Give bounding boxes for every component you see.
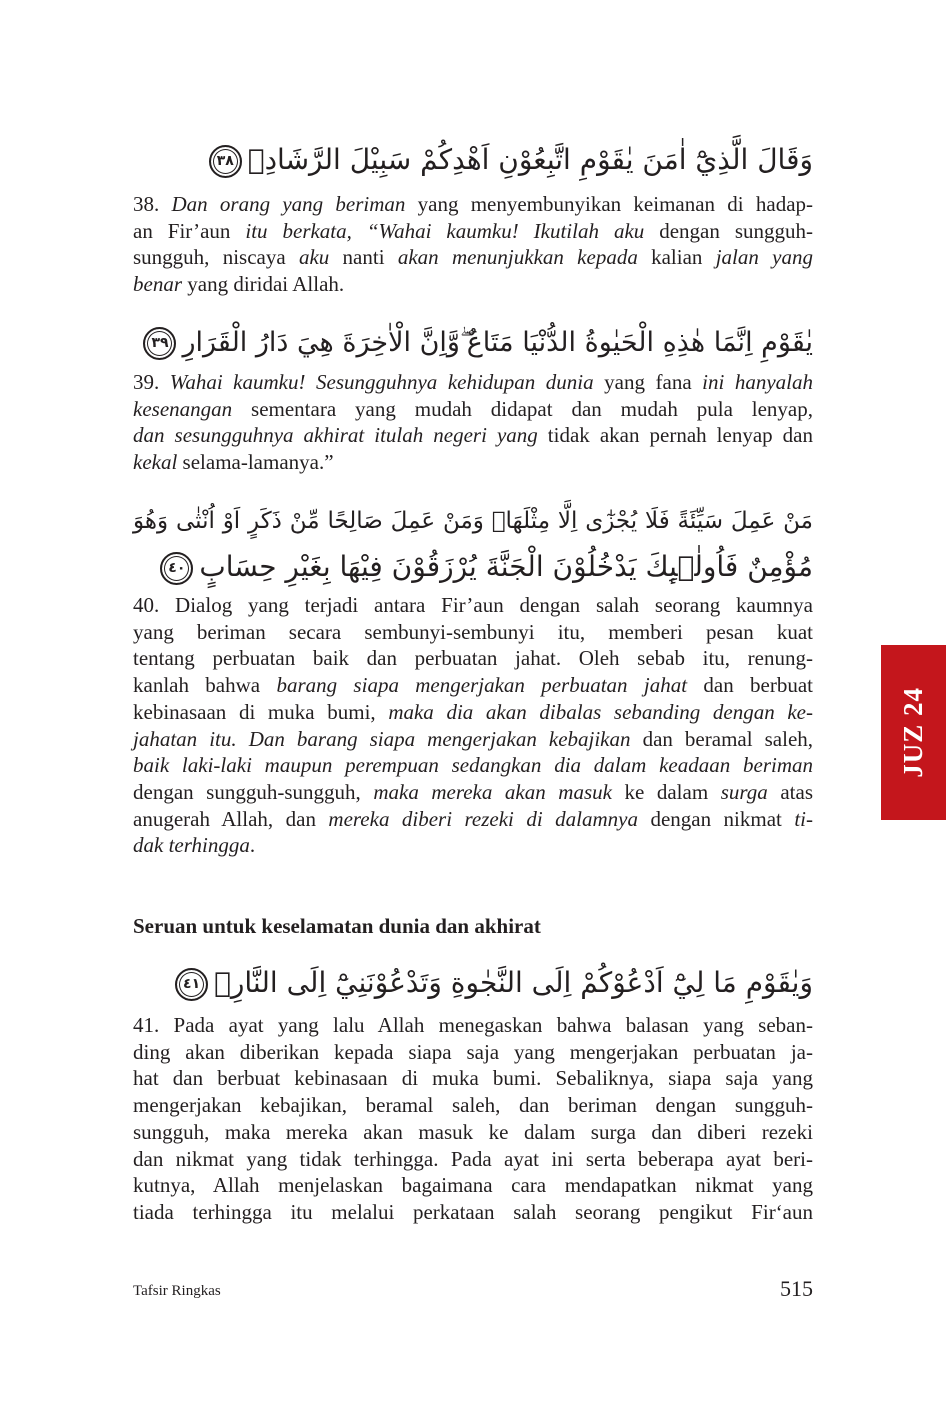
commentary-line	[133, 1119, 813, 1146]
body-text: dan beramal saleh,	[630, 726, 814, 751]
ayah-line	[133, 137, 813, 183]
ayah-40	[133, 498, 813, 590]
body-text: ke dalam	[611, 779, 721, 804]
emphasized-text: Dan orang yang beriman	[171, 192, 406, 216]
body-text: .	[249, 833, 256, 858]
body-text: 41. Pada ayat yang lalu Allah menegaskan bahwa balasan yang seban-	[133, 1013, 813, 1037]
commentary-40	[133, 592, 813, 859]
commentary-line	[133, 449, 813, 476]
body-text: 39.	[133, 370, 170, 394]
page-number: 515	[780, 1276, 813, 1301]
emphasized-text: itu berkata, “Wahai kaumku! Ikutilah aku	[245, 218, 645, 243]
body-text: ding akan diberikan kepada siapa saja yang mengerjakan perbuatan ja-	[133, 1039, 813, 1064]
emphasized-text: akan menunjukkan kepada	[397, 245, 638, 270]
juz-label: JUZ 24	[898, 687, 928, 778]
ayah-line	[133, 544, 813, 590]
commentary-line	[133, 271, 813, 298]
body-text: 38.	[133, 192, 172, 216]
commentary-line	[133, 1065, 813, 1092]
body-text: tentang perbuatan baik dan perbuatan jahat. Oleh sebab itu, renung-	[133, 646, 813, 671]
emphasized-text: jahatan itu. Dan barang siapa mengerjakan kebajikan	[133, 726, 631, 751]
ayah-line	[133, 960, 813, 1006]
ayah-text: وَيٰقَوْمِ مَا لِيْٓ اَدْعُوْكُمْ اِلَى النَّجٰوةِ وَتَدْعُوْنَنِيْٓ اِلَى النَّارِۗ	[214, 966, 813, 999]
body-text: yang beriman secara sembunyi-sembunyi itu, memberi pesan kuat	[133, 619, 813, 644]
emphasized-text: kekal	[133, 450, 178, 475]
ayah-text: يٰقَوْمِ اِنَّمَا هٰذِهِ الْحَيٰوةُ الدُّنْيَا مَتَاعٌ ۖوَّاِنَّ الْاٰخِرَةَ هِيَ دَارُ الْقَرَارِ	[182, 327, 813, 358]
commentary-line	[133, 218, 813, 245]
ayah-text: مُؤْمِنٌ فَاُولٰۤىِٕكَ يَدْخُلُوْنَ الْجَنَّةَ يُرْزَقُوْنَ فِيْهَا بِغَيْرِ حِسَابٍ	[199, 550, 813, 583]
commentary-line	[133, 1199, 813, 1226]
commentary-line	[133, 1146, 813, 1173]
body-text: sementara yang mudah didapat dan mudah pula lenyap,	[232, 396, 813, 421]
emphasized-text: surga	[720, 779, 768, 804]
emphasized-text: maka dia akan dibalas sebanding dengan ke-	[388, 699, 813, 724]
body-text: dan berbuat	[687, 673, 813, 698]
commentary-41	[133, 1012, 813, 1226]
book-title: Tafsir Ringkas	[133, 1283, 221, 1299]
body-text: atas	[767, 779, 813, 804]
body-text: 40. Dialog yang terjadi antara Fir’aun dengan salah seorang kaumnya	[133, 593, 813, 617]
commentary-line	[133, 396, 813, 423]
body-text: selama-lamanya.”	[177, 450, 334, 475]
commentary-line	[133, 832, 813, 859]
body-text: yang diridai Allah.	[182, 272, 345, 297]
body-text: nanti	[329, 245, 398, 270]
ayah-text: وَقَالَ الَّذِيْٓ اٰمَنَ يٰقَوْمِ اتَّبِعُوْنِ اَهْدِكُمْ سَبِيْلَ الرَّشَادِۚ	[247, 143, 813, 176]
body-text: kutnya, Allah menjelaskan bagaimana cara mendapatkan nikmat yang	[133, 1173, 813, 1198]
ayah-end-marker: ٣٨	[209, 145, 242, 178]
commentary-line	[133, 1092, 813, 1119]
body-text: yang fana	[593, 370, 703, 394]
emphasized-text: benar	[133, 272, 182, 297]
ayah-line	[133, 320, 813, 366]
body-text: dan nikmat yang tidak terhingga. Pada ayat ini serta beberapa ayat beri-	[133, 1146, 813, 1171]
commentary-line	[133, 752, 813, 779]
commentary-line	[133, 699, 813, 726]
body-text: tiada terhingga itu melalui perkataan salah seorang pengikut Fir‘aun	[133, 1199, 813, 1224]
emphasized-text: barang siapa mengerjakan perbuatan jahat	[276, 673, 688, 698]
commentary-line	[133, 806, 813, 833]
commentary-line	[133, 422, 813, 449]
emphasized-text: ini hanyalah	[702, 370, 813, 394]
body-text: sungguh, maka mereka akan masuk ke dalam surga dan diberi rezeki	[133, 1119, 813, 1144]
body-text: dengan sungguh-	[644, 218, 813, 243]
commentary-line	[133, 619, 813, 646]
emphasized-text: baik laki-laki maupun perempuan sedangkan dia dalam keadaan beriman	[133, 753, 813, 778]
commentary-line	[133, 191, 813, 218]
emphasized-text: jalan yang	[715, 245, 813, 270]
ayah-38	[133, 137, 813, 183]
body-text: sungguh, niscaya	[133, 245, 299, 270]
emphasized-text: dak terhingga	[133, 833, 250, 858]
ayah-end-marker: ٤١	[175, 968, 208, 1001]
juz-tab	[881, 645, 946, 820]
emphasized-text: ti-	[794, 806, 814, 831]
emphasized-text: dan sesungguhnya akhirat itulah negeri yang	[133, 423, 538, 448]
commentary-line	[133, 244, 813, 271]
ayah-39	[133, 320, 813, 366]
commentary-line	[133, 779, 813, 806]
ayah-end-marker: ٣٩	[143, 327, 176, 360]
body-text: yang menyembunyikan keimanan di hadap-	[405, 192, 814, 216]
section-heading: Seruan untuk keselamatan dunia dan akhirat	[133, 914, 541, 938]
ayah-end-marker: ٤٠	[160, 552, 193, 585]
body-text: mengerjakan kebajikan, beramal saleh, dan beriman dengan sungguh-	[133, 1093, 813, 1118]
ayah-line	[133, 498, 813, 544]
ayah-text: مَنْ عَمِلَ سَيِّئَةً فَلَا يُجْزٰٓى اِلَّا مِثْلَهَاۚ وَمَنْ عَمِلَ صَالِحًا مِّنْ ذَكَرٍ اَوْ اُنْثٰى وَهُوَ	[133, 508, 813, 534]
ayah-41	[133, 960, 813, 1006]
commentary-line	[133, 1172, 813, 1199]
body-text: dengan sungguh-sungguh,	[133, 779, 374, 804]
commentary-38	[133, 191, 813, 298]
commentary-line	[133, 672, 813, 699]
emphasized-text: kesenangan	[133, 396, 233, 421]
commentary-39	[133, 369, 813, 476]
commentary-line	[133, 369, 813, 396]
body-text: tidak akan pernah lenyap dan	[537, 423, 813, 448]
emphasized-text: aku	[298, 245, 330, 270]
body-text: kebinasaan di muka bumi,	[133, 699, 389, 724]
emphasized-text: Wahai kaumku! Sesungguhnya kehidupan dunia	[169, 370, 594, 394]
commentary-line	[133, 592, 813, 619]
body-text: anugerah Allah, dan	[133, 806, 329, 831]
body-text: kalian	[637, 245, 716, 270]
commentary-line	[133, 1039, 813, 1066]
body-text: kanlah bahwa	[133, 673, 277, 698]
commentary-line	[133, 645, 813, 672]
emphasized-text: mereka diberi rezeki di dalamnya	[328, 806, 638, 831]
body-text: dengan nikmat	[637, 806, 795, 831]
body-text: hat dan berbuat kebinasaan di muka bumi. Sebaliknya, siapa saja yang	[133, 1066, 813, 1091]
commentary-line	[133, 726, 813, 753]
body-text: an Fir’aun	[133, 218, 246, 243]
commentary-line	[133, 1012, 813, 1039]
emphasized-text: maka mereka akan masuk	[373, 779, 612, 804]
